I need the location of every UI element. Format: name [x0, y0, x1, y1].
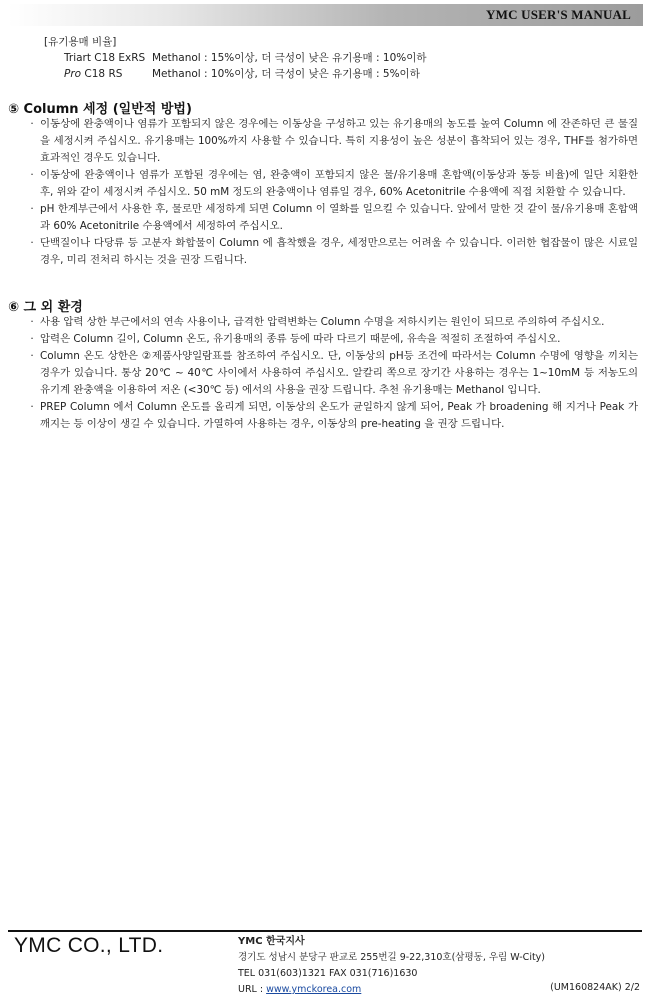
section-5-list: [24, 116, 638, 269]
company-logo: YMC CO., LTD.: [14, 934, 164, 957]
section-heading: Column 세정 (일반적 방법): [23, 102, 192, 117]
manual-title: YMC USER'S MANUAL: [486, 7, 631, 22]
column-name: Pro C18 RS: [64, 68, 123, 80]
header-bar: [8, 4, 643, 26]
list-item: · 단백질이나 다당류 등 고분자 화합물이 Column 에 흡착했을 경우, 세정만으로는 어려울 수 있습니다. 이러한 협잡물이 많은 시료일 경우, 미리 전처리 하시는 것을 권장 드립니다.: [30, 237, 638, 266]
tel-fax: TEL 031(603)1321 FAX 031(716)1630: [238, 968, 418, 979]
address: 경기도 성남시 분당구 판교로 255번길 9-22,310호(삼평동, 우림 W-City): [238, 952, 546, 963]
list-item: · pH 한계부근에서 사용한 후, 물로만 세정하게 되면 Column 이 열화를 일으킬 수 있습니다. 앞에서 말한 것 같이 물/유기용매 혼합액과 60% Acetonitrile 수용액에서 세정하여 주십시오.: [30, 203, 638, 232]
list-item: · Column 온도 상한은 ②제품사양일람표를 참조하여 주십시오. 단, 이동상의 pH등 조건에 따라서는 Column 수명에 영향을 끼치는 경우가 있습니다. 통상 20℃ ~ 40℃ 사이에서 사용하여 주십시오. 알칼리 쪽으로 장기간 사용하는 경우는 1~10mM 등 저농도의 유기계 완충액을 이용하여 저온 (<30℃ 등) 에서의 사용을 권장 드립니다. 추천 유기용매는 Methanol 입니다.: [30, 350, 638, 396]
section-number: ⑤: [8, 102, 20, 117]
section-6-list: [24, 314, 638, 433]
document-code: (UM160824AK) 2/2: [550, 982, 640, 993]
section-5-title: [8, 98, 192, 117]
ratio-heading: [유기용매 비율]: [44, 36, 117, 48]
section-number: ⑥: [8, 300, 20, 315]
ratio-row: [44, 66, 427, 82]
section-6-title: [8, 296, 83, 315]
ratio-row: [44, 50, 427, 66]
column-name: Triart C18 ExRS: [64, 52, 146, 64]
ratio-value: Methanol : 10%이상, 더 극성이 낮은 유기용매 : 5%이하: [152, 68, 420, 80]
ratio-value: Methanol : 15%이상, 더 극성이 낮은 유기용매 : 10%이하: [152, 52, 427, 64]
list-item: · 이동상에 완충액이나 염류가 포함된 경우에는 염, 완충액이 포함되지 않은 물/유기용매 혼합액(이동상과 동등 비율)에 일단 치환한 후, 위와 같이 세정시켜 주십시오. 50 mM 정도의 완충액이나 염류일 경우, 60% Acetonitrile 수용액에 직접 치환할 수 있습니다.: [30, 169, 638, 198]
list-item: · 이동상에 완충액이나 염류가 포함되지 않은 경우에는 이동상을 구성하고 있는 유기용매의 농도를 높여 Column 에 잔존하던 큰 물질을 세정시켜 주십시오. 유기용매는 100%까지 사용할 수 있습니다. 특히 지용성이 높은 성분이 흡착되어 있는 경우, THF를 첨가하면 효과적인 경우도 있습니다.: [30, 118, 638, 164]
url-line: URL : www.ymckorea.com: [238, 984, 362, 995]
branch-name: YMC 한국지사: [238, 936, 305, 947]
list-item: · 압력은 Column 길이, Column 온도, 유기용매의 종류 등에 따라 다르기 때문에, 유속을 적절히 조절하여 주십시오.: [30, 333, 561, 345]
list-item: · PREP Column 에서 Column 온도를 올리게 되면, 이동상의 온도가 균일하지 않게 되어, Peak 가 broadening 해 지거나 Peak 가 깨지는 등 이상이 생길 수 있습니다. 가열하여 사용하는 경우, 이동상의 pre-heating 을 권장 드립니다.: [30, 401, 638, 430]
list-item: · 사용 압력 상한 부근에서의 연속 사용이나, 급격한 압력변화는 Column 수명을 저하시키는 원인이 되므로 주의하여 주십시오.: [30, 316, 605, 328]
footer-divider: [8, 930, 642, 932]
website-link[interactable]: www.ymckorea.com: [266, 984, 362, 995]
section-heading: 그 외 환경: [23, 300, 83, 315]
solvent-ratio-block: [44, 34, 427, 82]
